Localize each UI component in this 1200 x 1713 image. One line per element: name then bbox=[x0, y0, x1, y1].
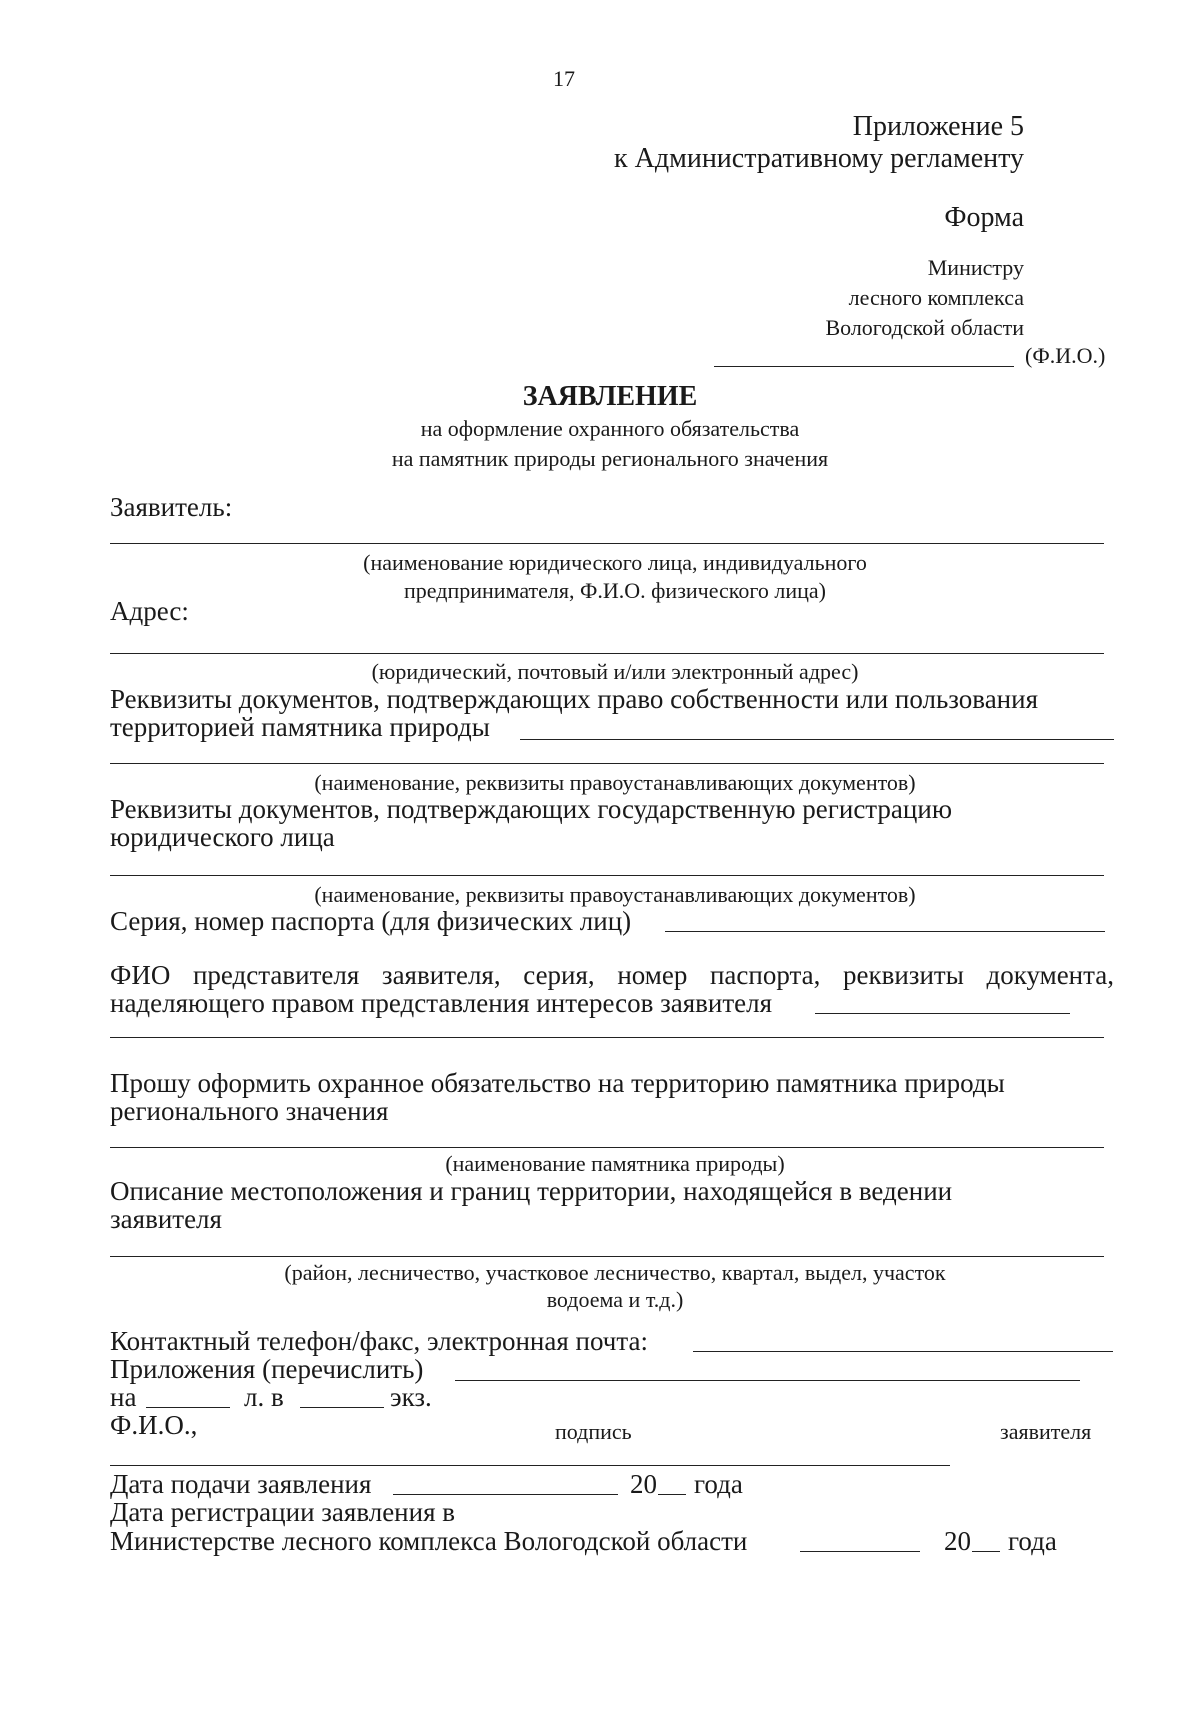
addressee-line-2: лесного комплекса bbox=[848, 285, 1024, 310]
form-label: Форма bbox=[944, 202, 1024, 233]
registration-text-2: юридического лица bbox=[110, 822, 335, 852]
reg-year-prefix: 20 bbox=[944, 1526, 971, 1556]
attachments-blank[interactable] bbox=[455, 1380, 1080, 1381]
representative-text-1: ФИО представителя заявителя, серия, номер паспорта, реквизиты документа, bbox=[110, 960, 1114, 990]
location-hint-2: водоема и т.д.) bbox=[546, 1287, 684, 1312]
applicant-hint-2: предпринимателя, Ф.И.О. физического лица) bbox=[404, 578, 826, 603]
reg-date-blank[interactable] bbox=[800, 1551, 920, 1552]
attachments-label: Приложения (перечислить) bbox=[110, 1354, 424, 1384]
applicant-blank[interactable] bbox=[110, 543, 1104, 544]
registration-blank[interactable] bbox=[110, 875, 1104, 876]
representative-blank-2[interactable] bbox=[110, 1037, 1104, 1038]
appendix-label: Приложение 5 bbox=[852, 111, 1024, 142]
address-hint: (юридический, почтовый и/или электронный адрес) bbox=[371, 659, 859, 684]
ownership-text-2: территорией памятника природы bbox=[110, 712, 490, 742]
signature-label: подпись bbox=[555, 1419, 632, 1444]
addressee-line-1: Министру bbox=[927, 255, 1024, 280]
monument-hint: (наименование памятника природы) bbox=[445, 1151, 785, 1176]
page-number: 17 bbox=[553, 66, 575, 91]
minister-fio-blank[interactable] bbox=[714, 366, 1014, 367]
applicant-label: Заявитель: bbox=[110, 492, 233, 522]
passport-label: Серия, номер паспорта (для физических лиц) bbox=[110, 906, 632, 936]
passport-blank[interactable] bbox=[665, 931, 1105, 932]
signature-blank[interactable] bbox=[110, 1465, 950, 1466]
submit-year-prefix: 20 bbox=[630, 1469, 657, 1499]
registration-hint: (наименование, реквизиты правоустанавливающих документов) bbox=[314, 882, 916, 907]
fio-label: Ф.И.О., bbox=[110, 1410, 198, 1440]
location-hint-1: (район, лесничество, участковое лесничество, квартал, выдел, участок bbox=[284, 1260, 946, 1285]
copies-count-blank[interactable] bbox=[300, 1407, 384, 1408]
ownership-hint: (наименование, реквизиты правоустанавливающих документов) bbox=[314, 770, 916, 795]
request-text-1: Прошу оформить охранное обязательство на территорию памятника природы bbox=[110, 1068, 1005, 1098]
applicant-hint-1: (наименование юридического лица, индивидуального bbox=[363, 550, 867, 575]
request-text-2: регионального значения bbox=[110, 1096, 389, 1126]
location-text-1: Описание местоположения и границ территории, находящейся в ведении bbox=[110, 1176, 953, 1206]
on-label: на bbox=[110, 1382, 137, 1412]
address-label: Адрес: bbox=[110, 596, 189, 626]
addressee-line-3: Вологодской области bbox=[825, 315, 1024, 340]
submit-year-suffix: года bbox=[694, 1469, 743, 1499]
regulation-label: к Административному регламенту bbox=[614, 143, 1024, 174]
representative-blank-1[interactable] bbox=[815, 1013, 1070, 1014]
document-title: ЗАЯВЛЕНИЕ bbox=[522, 381, 698, 412]
ownership-blank-1[interactable] bbox=[520, 739, 1114, 740]
sheets-count-blank[interactable] bbox=[146, 1407, 230, 1408]
document-subtitle-1: на оформление охранного обязательства bbox=[420, 416, 800, 441]
contact-label: Контактный телефон/факс, электронная почта: bbox=[110, 1326, 648, 1356]
sheets-label: л. в bbox=[244, 1382, 284, 1412]
submit-year-blank[interactable] bbox=[658, 1494, 686, 1495]
registration-text-1: Реквизиты документов, подтверждающих государственную регистрацию bbox=[110, 794, 952, 824]
reg-year-suffix: года bbox=[1008, 1526, 1057, 1556]
representative-text-2: наделяющего правом представления интересов заявителя bbox=[110, 988, 773, 1018]
minister-fio-hint: (Ф.И.О.) bbox=[1025, 343, 1106, 368]
document-subtitle-2: на памятник природы регионального значения bbox=[391, 446, 829, 471]
ownership-blank-2[interactable] bbox=[110, 763, 1104, 764]
location-text-2: заявителя bbox=[110, 1204, 222, 1234]
monument-blank[interactable] bbox=[110, 1147, 1104, 1148]
address-blank[interactable] bbox=[110, 653, 1104, 654]
submit-date-label: Дата подачи заявления bbox=[110, 1469, 372, 1499]
ownership-text-1: Реквизиты документов, подтверждающих право собственности или пользования bbox=[110, 684, 1038, 714]
reg-year-blank[interactable] bbox=[972, 1551, 1000, 1552]
contact-blank[interactable] bbox=[693, 1351, 1113, 1352]
copies-label: экз. bbox=[390, 1382, 432, 1412]
reg-date-text-2: Министерстве лесного комплекса Вологодской области bbox=[110, 1526, 748, 1556]
submit-date-blank[interactable] bbox=[393, 1494, 618, 1495]
location-blank[interactable] bbox=[110, 1256, 1104, 1257]
applicant-genitive-label: заявителя bbox=[1000, 1419, 1092, 1444]
reg-date-text-1: Дата регистрации заявления в bbox=[110, 1497, 456, 1527]
